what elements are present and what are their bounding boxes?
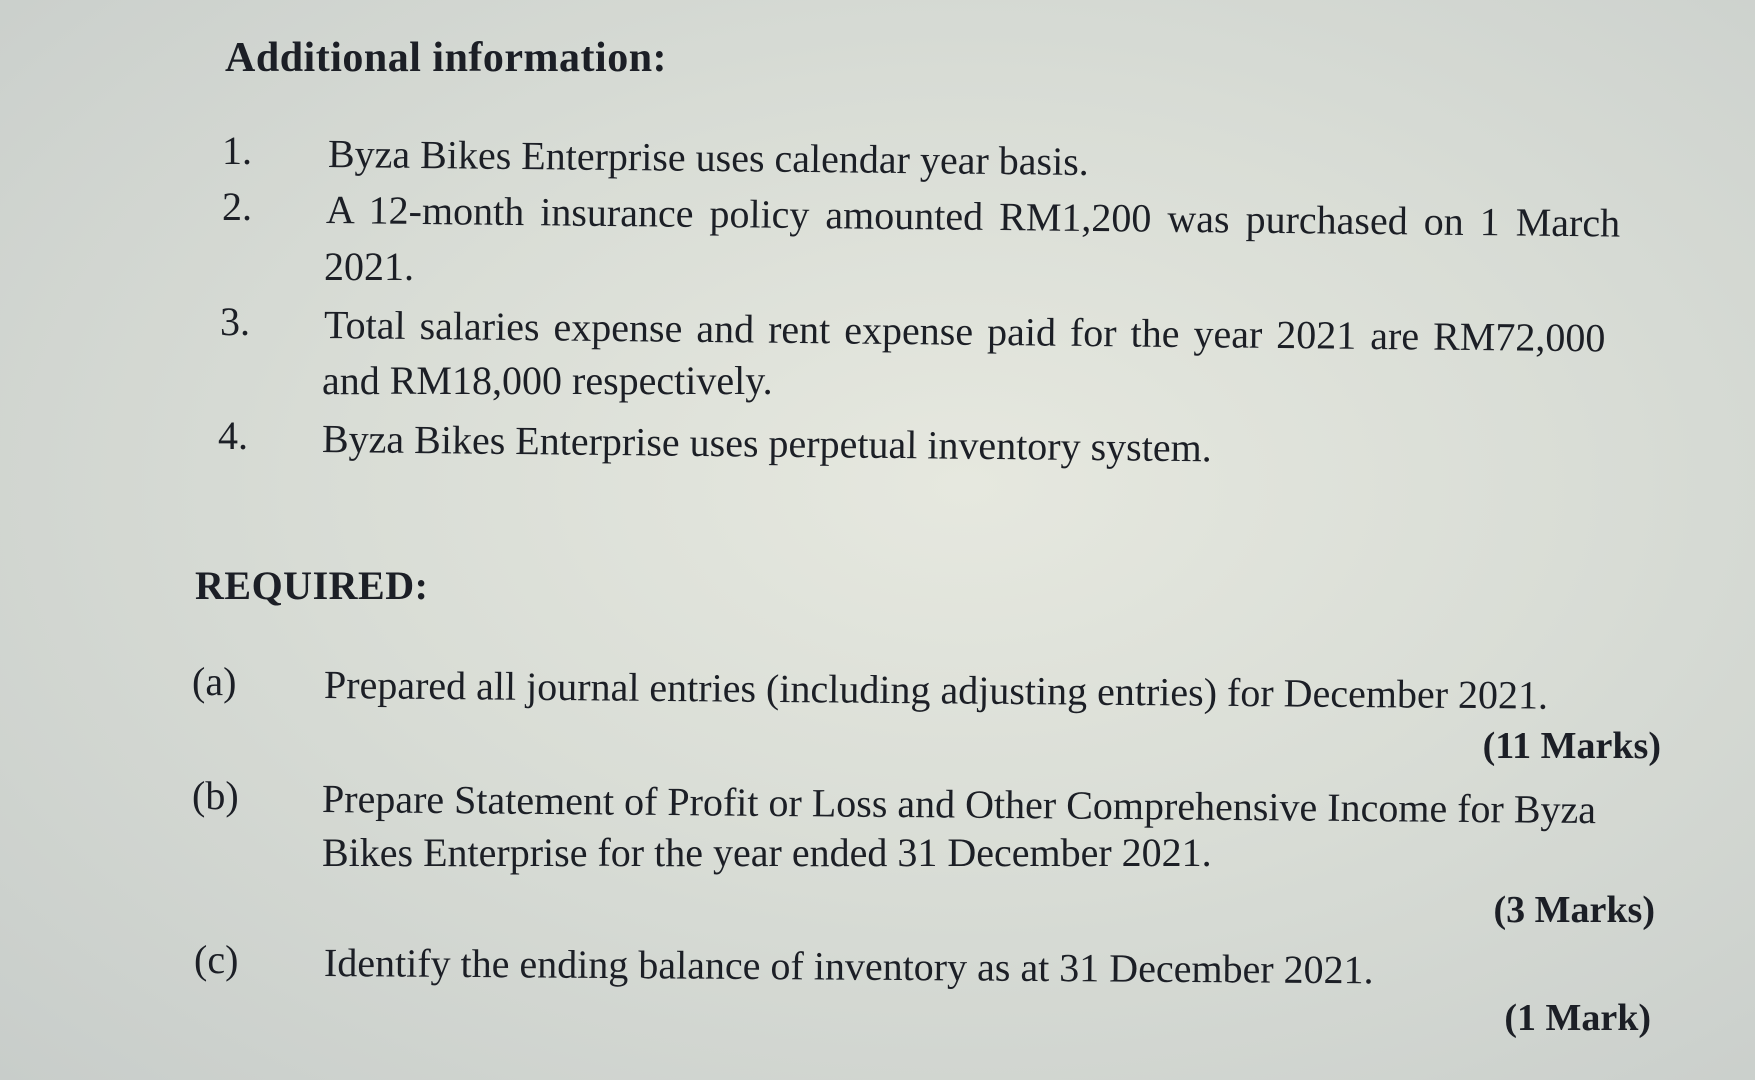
part-label-c: (c): [194, 937, 239, 982]
part-label-a: (a): [192, 659, 237, 704]
item-number-3: 3.: [220, 299, 250, 344]
part-marks-c: (1 Mark): [1504, 997, 1651, 1039]
item-text-2-line-1: A 12-month insurance policy amounted RM1,200 was purchased on 1 March: [325, 187, 1621, 246]
additional-info-heading: Additional information:: [225, 35, 668, 81]
part-text-b-line-1: Prepare Statement of Profit or Loss and Other Comprehensive Income for Byza: [321, 776, 1597, 833]
item-text-4-line-1: Byza Bikes Enterprise uses perpetual inventory system.: [321, 416, 1212, 471]
item-text-2-line-2: 2021.: [324, 244, 414, 289]
part-text-a-line-1: Prepared all journal entries (including adjusting entries) for December 2021.: [323, 662, 1549, 718]
part-marks-b: (3 Marks): [1493, 889, 1655, 931]
part-text-c-line-1: Identify the ending balance of inventory as at 31 December 2021.: [323, 940, 1374, 993]
item-number-2: 2.: [222, 184, 252, 229]
part-marks-a: (11 Marks): [1482, 725, 1661, 767]
part-label-b: (b): [192, 773, 239, 818]
item-text-1-line-1: Byza Bikes Enterprise uses calendar year basis.: [327, 131, 1090, 184]
item-text-3-line-1: Total salaries expense and rent expense paid for the year 2021 are RM72,000: [323, 302, 1606, 361]
item-number-1: 1.: [222, 128, 252, 173]
required-heading: REQUIRED:: [195, 563, 429, 608]
part-text-b-line-2: Bikes Enterprise for the year ended 31 December 2021.: [322, 830, 1212, 875]
item-number-4: 4.: [218, 413, 248, 458]
item-text-3-line-2: and RM18,000 respectively.: [322, 358, 773, 403]
